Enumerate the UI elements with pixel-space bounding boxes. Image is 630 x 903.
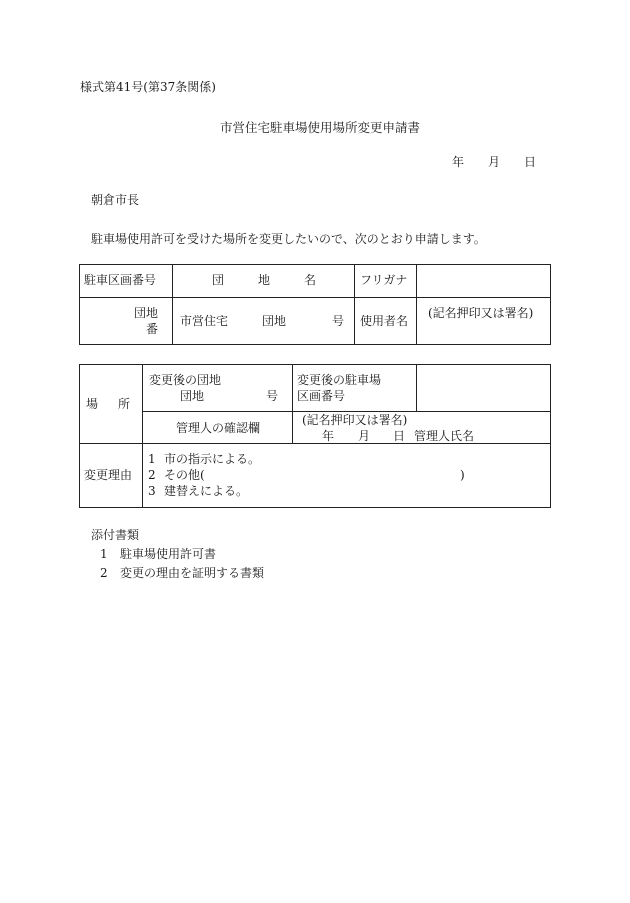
date-year: 年 [452,155,465,169]
number-suffix: 号 [332,314,345,328]
reason-3-number: 3 [148,484,156,498]
attachments-heading: 添付書類 [91,528,140,542]
complex-name-char-3: 名 [304,273,317,287]
attachment-2-number: 2 [100,566,108,580]
complex-number-label-line2: 番 [146,322,159,336]
date-month: 月 [488,155,501,169]
new-complex-text: 団地 [180,389,205,403]
manager-name-label: 管理人氏名 [414,429,475,443]
new-complex-label: 変更後の団地 [149,373,222,387]
furigana-value[interactable] [418,266,549,296]
reason-3-text: 建替えによる。 [164,484,249,498]
addressee: 朝倉市長 [91,193,140,207]
new-complex-number-suffix: 号 [266,389,279,403]
reason-2-number: 2 [148,468,156,482]
manager-date-year: 年 [322,429,335,443]
complex-text: 団地 [262,314,287,328]
furigana-label: フリガナ [360,273,408,287]
reason-2-close-paren: ) [460,468,465,482]
location-char-1: 場 [86,397,99,411]
intro-text: 駐車場使用許可を受けた場所を変更したいので、次のとおり申請します。 [91,232,486,246]
attachment-1-number: 1 [100,547,108,561]
manager-confirm-label: 管理人の確認欄 [176,421,261,435]
reason-1-text: 市の指示による。 [164,452,261,466]
parking-section-number-label: 駐車区画番号 [84,273,157,287]
complex-number-label-line1: 団地 [134,306,159,320]
reason-label: 変更理由 [84,468,133,482]
manager-seal-note: (記名押印又は署名) [302,413,408,427]
manager-date-day: 日 [393,429,406,443]
complex-name-char-1: 団 [212,273,225,287]
municipal-housing-text: 市営住宅 [180,314,229,328]
user-name-label: 使用者名 [360,314,409,328]
form-number: 様式第41号(第37条関係) [80,80,216,94]
reason-1-number: 1 [148,452,156,466]
date-day: 日 [524,155,537,169]
document-title: 市営住宅駐車場使用場所変更申請書 [220,120,421,135]
seal-note: (記名押印又は署名) [428,306,534,320]
new-parking-label-line1: 変更後の駐車場 [297,373,382,387]
new-parking-value[interactable] [418,366,549,410]
new-parking-label-line2: 区画番号 [297,389,346,403]
attachment-1-text: 駐車場使用許可書 [120,547,217,561]
reason-2-text: その他( [164,468,205,482]
complex-name-char-2: 地 [258,273,271,287]
manager-date-month: 月 [358,429,371,443]
location-char-2: 所 [118,397,131,411]
attachment-2-text: 変更の理由を証明する書類 [120,566,265,580]
